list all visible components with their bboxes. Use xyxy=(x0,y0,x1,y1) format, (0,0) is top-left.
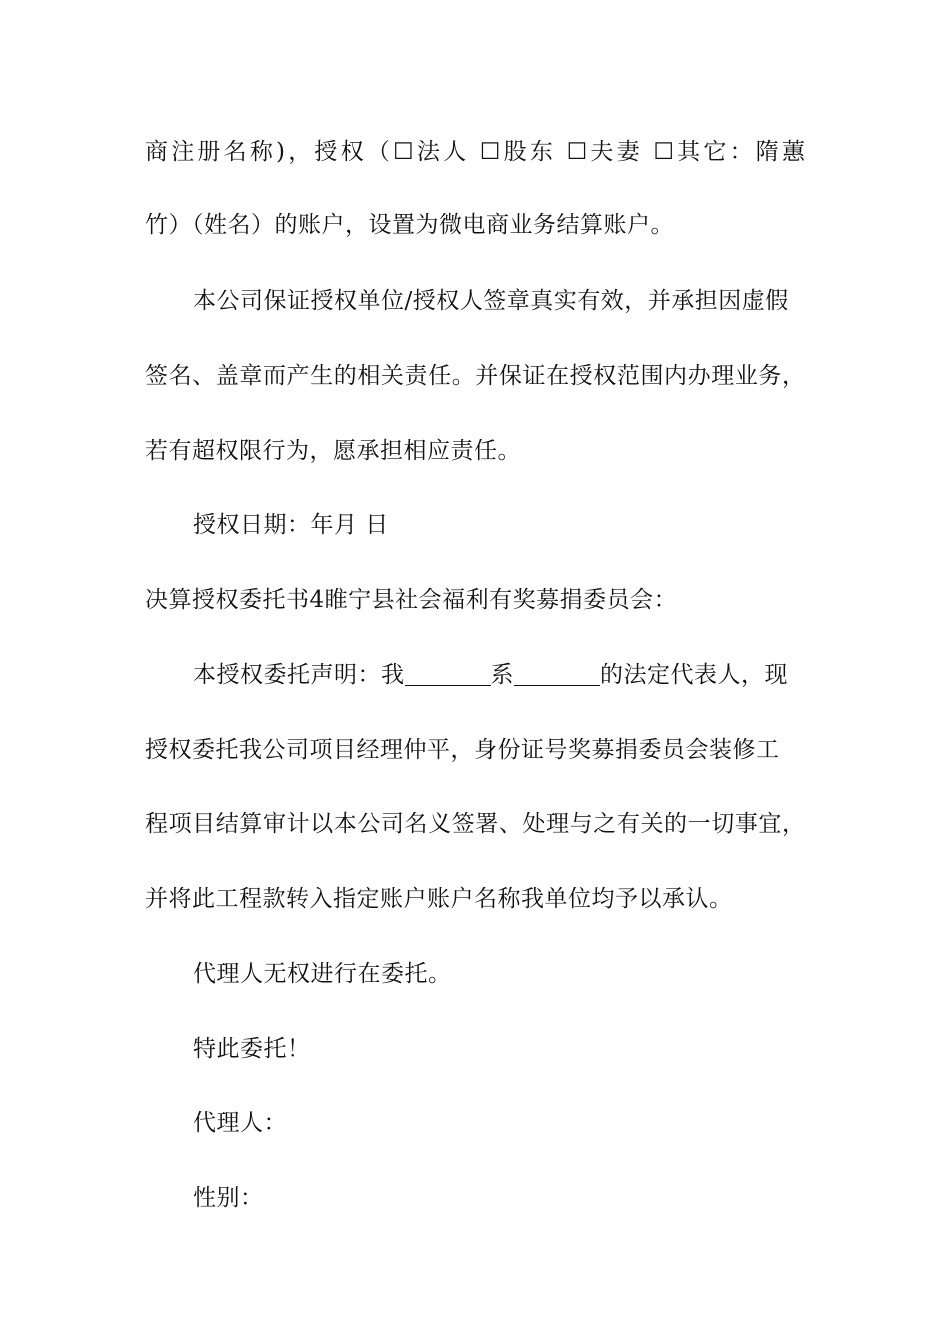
agent-label: 代理人： xyxy=(193,1110,287,1136)
paragraph-line: 商注册名称)，授权（☐法人 ☐股东 ☐夫妻 ☐其它：隋蕙 xyxy=(145,139,805,165)
gender-label: 性别： xyxy=(193,1185,264,1211)
blank-field-company xyxy=(514,661,600,686)
paragraph-line: 并将此工程款转入指定账户账户名称我单位均予以承认。 xyxy=(145,886,733,912)
closing-line: 特此委托！ xyxy=(193,1036,311,1062)
paragraph-line: 程项目结算审计以本公司名义签署、处理与之有关的一切事宜， xyxy=(145,811,805,837)
paragraph-line: 授权委托我公司项目经理仲平，身份证号奖募捐委员会装修工 xyxy=(145,737,780,763)
declaration-text-part1: 本授权委托声明：我 xyxy=(193,662,405,688)
blank-field-name xyxy=(405,661,491,686)
declaration-line xyxy=(193,660,788,690)
section-heading: 决算授权委托书4睢宁县社会福利有奖募捐委员会： xyxy=(145,587,678,613)
paragraph-line: 本公司保证授权单位/授权人签章真实有效，并承担因虚假 xyxy=(193,288,789,314)
paragraph-line: 竹）（姓名）的账户，设置为微电商业务结算账户。 xyxy=(145,212,674,238)
paragraph-line: 代理人无权进行在委托。 xyxy=(193,961,452,987)
declaration-text-part3: 的法定代表人，现 xyxy=(600,662,788,688)
paragraph-line: 签名、盖章而产生的相关责任。并保证在授权范围内办理业务， xyxy=(145,363,805,389)
paragraph-line: 若有超权限行为，愿承担相应责任。 xyxy=(145,438,521,464)
declaration-text-part2: 系 xyxy=(490,662,514,688)
authorization-date-line: 授权日期：年月 日 xyxy=(193,512,389,538)
